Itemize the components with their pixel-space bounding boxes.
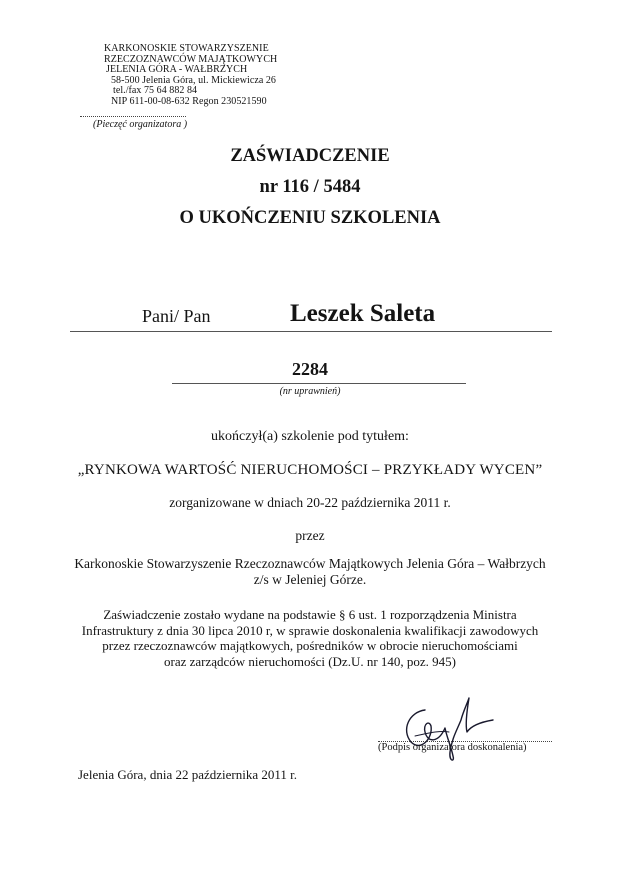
document-subtitle: O UKOŃCZENIU SZKOLENIA: [179, 208, 441, 228]
stamp-line: NIP 611-00-08-632 Regon 230521590: [111, 95, 267, 107]
by-text: przez: [295, 528, 325, 543]
organized-dates: zorganizowane w dniach 20-22 października 2011 r.: [169, 495, 451, 510]
stamp-caption: (Pieczęć organizatora ): [93, 119, 188, 130]
course-title: „RYNKOWA WARTOŚĆ NIERUCHOMOŚCI – PRZYKŁADY WYCEN”: [77, 462, 543, 478]
recipient-rule: [70, 331, 552, 332]
legal-basis-line: Infrastruktury z dnia 30 lipca 2010 r, w sprawie doskonalenia kwalifikacji zawodowych: [81, 622, 539, 638]
recipient-name: Leszek Saleta: [290, 300, 436, 327]
organizer-line-2: z/s w Jeleniej Górze.: [253, 572, 367, 587]
license-caption: (nr uprawnień): [279, 386, 341, 397]
legal-basis-line: Zaświadczenie zostało wydane na podstawie § 6 ust. 1 rozporządzenia Ministra: [103, 607, 517, 622]
organizer-line-1: Karkonoskie Stowarzyszenie Rzeczoznawców Majątkowych Jelenia Góra – Wałbrzych: [74, 556, 546, 571]
legal-basis: [0, 607, 620, 669]
license-rule: [172, 383, 466, 384]
stamp-line: JELENIA GÓRA - WAŁBRZYCH: [106, 64, 248, 75]
stamp-line: 58-500 Jelenia Góra, ul. Mickiewicza 26: [111, 74, 276, 86]
place-and-date: Jelenia Góra, dnia 22 października 2011 r.: [78, 767, 297, 782]
document-title: ZAŚWIADCZENIE: [230, 146, 390, 166]
stamp-line: KARKONOSKIE STOWARZYSZENIE: [104, 43, 269, 54]
organizer-stamp: [82, 44, 282, 107]
signature-caption: (Podpis organizatora doskonalenia): [378, 742, 527, 753]
legal-basis-line: oraz zarządców nieruchomości (Dz.U. nr 140, poz. 945): [163, 653, 457, 669]
completed-text: ukończył(a) szkolenie pod tytułem:: [211, 429, 409, 444]
stamp-dotted-rule: [80, 116, 186, 117]
recipient-label: Pani/ Pan: [142, 306, 211, 326]
certificate-number: nr 116 / 5484: [259, 177, 361, 197]
handwritten-signature: [395, 690, 495, 765]
stamp-line: tel./fax 75 64 882 84: [113, 85, 198, 96]
license-number: 2284: [292, 359, 328, 379]
stamp-line: RZECZOZNAWCÓW MAJĄTKOWYCH: [104, 53, 278, 65]
legal-basis-line: przez rzeczoznawców majątkowych, pośredników w obrocie nieruchomościami: [102, 638, 518, 653]
